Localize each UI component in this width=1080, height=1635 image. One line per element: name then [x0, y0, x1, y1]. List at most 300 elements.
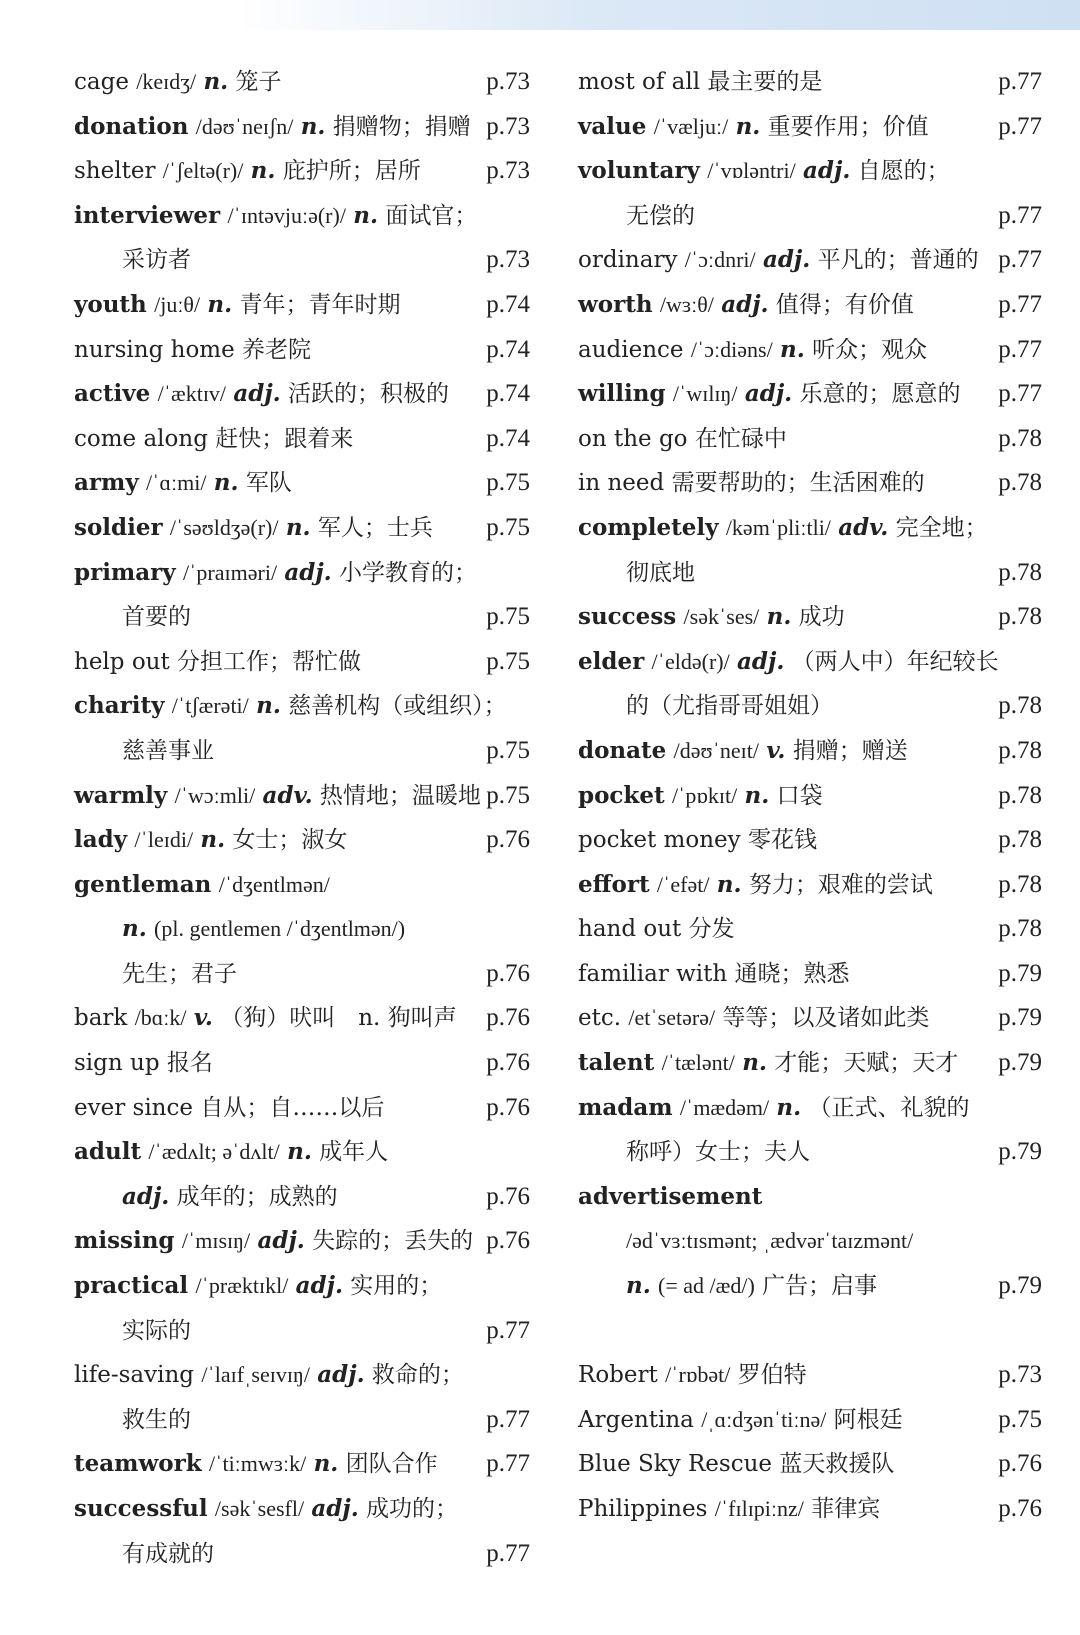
- page-ref: p.79: [998, 1049, 1042, 1077]
- definition: 成年的；成熟的: [176, 1183, 338, 1210]
- vocab-entry: [578, 149, 1042, 194]
- definition: 的（尤指哥哥姐姐）: [626, 693, 833, 720]
- phonetic: /ˈlaɪfˌseɪvɪŋ/: [201, 1362, 310, 1388]
- vocab-entry: [74, 818, 544, 863]
- headword: help out: [74, 648, 170, 675]
- phonetic: /ˈtʃærəti/: [171, 693, 249, 719]
- part-of-speech: n.: [353, 201, 378, 229]
- phonetic: /ˈwɔːmli/: [174, 782, 256, 808]
- headword: etc.: [578, 1005, 622, 1032]
- headword: charity: [74, 692, 165, 720]
- part-of-speech: n.: [213, 469, 239, 497]
- headword: donate: [578, 736, 667, 764]
- headword: voluntary: [578, 157, 700, 185]
- part-of-speech: n.: [716, 870, 742, 898]
- vocab-entry: [74, 1041, 544, 1086]
- page-ref: p.76: [486, 826, 530, 854]
- phonetic: /keɪdʒ/: [136, 69, 197, 94]
- headword: advertisement: [578, 1182, 763, 1210]
- phonetic: /səkˈses/: [683, 604, 760, 630]
- headword: ever since: [74, 1094, 193, 1121]
- part-of-speech: adj.: [762, 246, 811, 274]
- definition: 成功: [798, 604, 845, 631]
- vocab-entry: [578, 60, 1042, 105]
- definition: 军人；士兵: [317, 514, 433, 541]
- page-ref: p.75: [998, 1405, 1042, 1433]
- page-ref: p.74: [486, 424, 530, 452]
- definition: 女士；淑女: [232, 827, 348, 854]
- phonetic: /səkˈsesfl/: [214, 1496, 305, 1521]
- page-ref: p.77: [998, 335, 1042, 363]
- definition: 采访者: [122, 247, 191, 274]
- entry-continuation: [74, 238, 544, 283]
- vocab-entry: [74, 194, 544, 239]
- phonetic: /ˈvæljuː/: [653, 113, 729, 139]
- part-of-speech: adj.: [317, 1361, 365, 1389]
- page-ref: p.75: [486, 781, 530, 809]
- entry-continuation: [578, 194, 1042, 239]
- part-of-speech: adj.: [737, 647, 785, 675]
- definition: 成功的；: [366, 1496, 459, 1522]
- definition: 称呼）女士；夫人: [626, 1139, 810, 1166]
- headword: youth: [74, 290, 147, 318]
- page-ref: p.78: [998, 558, 1042, 586]
- vocab-entry: [578, 863, 1042, 908]
- phonetic: (pl. gentlemen /ˈdʒentlmən/): [154, 916, 406, 942]
- headword: Blue Sky Rescue: [578, 1451, 773, 1478]
- definition: 面试官；: [385, 202, 478, 229]
- vocab-entry: [74, 1086, 544, 1131]
- definition: 广告；启事: [762, 1273, 878, 1300]
- definition: 庇护所；居所: [282, 158, 421, 185]
- page-ref: p.74: [486, 290, 530, 318]
- headword: missing: [74, 1227, 175, 1255]
- headword: effort: [578, 870, 650, 898]
- phonetic: /ˈpraɪməri/: [182, 559, 278, 585]
- phonetic: /wɜːθ/: [659, 291, 714, 317]
- vocab-entry: [578, 328, 1042, 373]
- page-ref: p.77: [998, 380, 1042, 408]
- vocab-entry: [578, 506, 1042, 551]
- vocab-entry: [578, 1442, 1042, 1487]
- phonetic: /ˈtælənt/: [661, 1050, 735, 1076]
- headword: donation: [74, 112, 189, 140]
- part-of-speech: n.: [285, 513, 311, 541]
- definition: 慈善机构（或组织）；: [288, 693, 507, 720]
- headword: worth: [578, 290, 653, 318]
- definition: 彻底地: [626, 559, 695, 586]
- headword: value: [578, 112, 647, 140]
- page-ref: p.75: [486, 736, 530, 764]
- vocab-entry: [578, 774, 1042, 819]
- phonetic: /ˈædʌlt; əˈdʌlt/: [148, 1139, 280, 1165]
- phonetic: /ədˈvɜːtɪsmənt; ˌædvərˈtaɪzmənt/: [626, 1228, 914, 1254]
- headword: life-saving: [74, 1362, 195, 1389]
- page-ref: p.77: [486, 1539, 530, 1567]
- definition: 报名: [166, 1050, 213, 1077]
- definition: 罗伯特: [737, 1362, 807, 1389]
- definition: 军队: [245, 470, 292, 497]
- headword: adult: [74, 1138, 142, 1166]
- vocab-entry: [578, 996, 1042, 1041]
- section-spacer: [578, 1309, 1042, 1354]
- part-of-speech: adj.: [311, 1495, 359, 1522]
- headword: teamwork: [74, 1450, 202, 1478]
- vocab-entry: [578, 729, 1042, 774]
- phonetic: /ˈtiːmwɜːk/: [209, 1451, 307, 1477]
- page-ref: p.74: [486, 335, 530, 363]
- vocab-entry: [578, 283, 1042, 328]
- page-ref: p.79: [998, 959, 1042, 987]
- definition: 实际的: [122, 1317, 191, 1344]
- page-ref: p.75: [486, 513, 530, 541]
- headword: success: [578, 603, 677, 631]
- vocab-entry: [74, 996, 544, 1041]
- headword: audience: [578, 336, 684, 363]
- page-ref: p.75: [486, 647, 530, 675]
- definition: 听众；观众: [812, 336, 928, 363]
- entry-continuation: [74, 1532, 544, 1577]
- vocab-entry: [74, 149, 544, 194]
- vocab-entry: [74, 461, 544, 506]
- page-ref: p.77: [998, 112, 1042, 140]
- vocab-entry: [578, 461, 1042, 506]
- entry-continuation: [74, 1398, 544, 1443]
- definition: 有成就的: [122, 1540, 214, 1567]
- headword: on the go: [578, 425, 688, 452]
- definition: 赶快；跟着来: [215, 425, 354, 452]
- headword: Robert: [578, 1362, 658, 1389]
- definition: 口袋: [776, 782, 823, 809]
- definition: 蓝天救援队: [779, 1451, 895, 1478]
- phonetic: /ˈeldə(r)/: [651, 648, 730, 674]
- definition: 自从；自……以后: [200, 1094, 385, 1121]
- top-color-band: [0, 0, 1080, 30]
- part-of-speech: n.: [742, 1049, 767, 1077]
- headword: cage: [74, 69, 129, 95]
- entry-continuation: [74, 729, 544, 774]
- phonetic: /ˈæktɪv/: [157, 381, 227, 407]
- part-of-speech: n.: [256, 692, 281, 720]
- part-of-speech: v.: [766, 736, 786, 764]
- part-of-speech: adj.: [295, 1272, 343, 1300]
- vocab-entry: [74, 506, 544, 551]
- page-ref: p.76: [998, 1450, 1042, 1478]
- headword: talent: [578, 1049, 655, 1077]
- headword: elder: [578, 647, 645, 675]
- page-ref: p.73: [486, 157, 530, 185]
- definition: 先生；君子: [122, 960, 237, 987]
- vocab-entry: [578, 640, 1042, 685]
- vocab-entry: [578, 818, 1042, 863]
- headword: shelter: [74, 158, 156, 185]
- vocab-entry: [578, 238, 1042, 283]
- definition: （正式、礼貌的: [808, 1094, 970, 1121]
- definition: 菲律宾: [811, 1496, 881, 1522]
- part-of-speech: adj.: [803, 157, 851, 185]
- headword: ordinary: [578, 247, 678, 274]
- phonetic: /ˈmɪsɪŋ/: [181, 1228, 251, 1254]
- headword: Philippines: [578, 1496, 708, 1522]
- vocab-entry: [578, 417, 1042, 462]
- definition: 小学教育的；: [339, 559, 478, 586]
- definition: 乐意的；愿意的: [799, 381, 961, 408]
- phonetic: /ˈdʒentlmən/: [218, 871, 330, 897]
- page-ref: p.76: [998, 1495, 1042, 1522]
- page-ref: p.78: [998, 603, 1042, 631]
- definition: 救命的；: [371, 1362, 464, 1389]
- phonetic: /ˈwɪlɪŋ/: [672, 381, 738, 407]
- page-ref: p.78: [998, 424, 1042, 452]
- page-ref: p.78: [998, 870, 1042, 898]
- vocab-entry: [74, 1264, 544, 1309]
- phonetic: /ˈrɒbət/: [665, 1362, 731, 1388]
- entry-continuation: [578, 684, 1042, 729]
- definition: 重要作用；价值: [767, 113, 929, 140]
- phonetic: /ˈleɪdi/: [134, 827, 194, 853]
- vocab-entry: [578, 1353, 1042, 1398]
- entry-continuation: [74, 907, 544, 952]
- vocab-entry: [578, 1041, 1042, 1086]
- entry-continuation: [74, 595, 544, 640]
- phonetic: /ˈpræktɪkl/: [195, 1273, 289, 1299]
- definition: 养老院: [242, 336, 312, 363]
- part-of-speech: n.: [626, 1272, 651, 1300]
- phonetic: /dəʊˈneɪt/: [673, 737, 760, 763]
- part-of-speech: n.: [780, 335, 805, 363]
- page-ref: p.76: [486, 1227, 530, 1255]
- phonetic: /ˈɔːdiəns/: [690, 336, 773, 362]
- headword: sign up: [74, 1050, 160, 1077]
- definition: 活跃的；积极的: [288, 381, 449, 408]
- page-ref: p.77: [998, 246, 1042, 274]
- vocab-entry: [74, 1219, 544, 1264]
- page-ref: p.79: [998, 1272, 1042, 1300]
- vocab-entry: [74, 1130, 544, 1175]
- definition: （两人中）年纪较长: [791, 648, 999, 675]
- part-of-speech: n.: [776, 1093, 802, 1121]
- phonetic: /ˌɑːdʒənˈtiːnə/: [701, 1406, 827, 1432]
- phonetic: /ˈɔːdnri/: [684, 247, 756, 273]
- definition: 失踪的；丢失的: [312, 1228, 474, 1255]
- part-of-speech: v.: [193, 1004, 213, 1032]
- vocab-entry: [74, 417, 544, 462]
- part-of-speech: n.: [203, 68, 229, 95]
- definition: 分发: [688, 916, 735, 943]
- part-of-speech: adj.: [744, 380, 793, 408]
- headword: hand out: [578, 916, 682, 943]
- vocab-entry: [74, 328, 544, 373]
- page-ref: p.79: [998, 1138, 1042, 1166]
- definition: 捐赠；赠送: [792, 737, 908, 764]
- part-of-speech: adj.: [284, 558, 332, 586]
- entry-continuation: [74, 1309, 544, 1354]
- headword: primary: [74, 558, 176, 586]
- headword: come along: [74, 425, 208, 452]
- headword: active: [74, 380, 151, 408]
- vocab-entry: [74, 684, 544, 729]
- page-ref: p.73: [486, 246, 530, 274]
- page-ref: p.77: [486, 1316, 530, 1344]
- headword: soldier: [74, 513, 163, 541]
- vocab-column-right: [578, 60, 1042, 1532]
- vocab-entry: [74, 372, 544, 417]
- page-ref: p.78: [998, 915, 1042, 943]
- page-ref: p.77: [486, 1405, 530, 1433]
- headword: pocket money: [578, 827, 741, 854]
- definition: 才能；天赋；天才: [774, 1050, 959, 1077]
- vocab-entry: [74, 1353, 544, 1398]
- page-ref: p.76: [486, 959, 530, 987]
- headword: madam: [578, 1093, 673, 1121]
- definition: 通晓；熟悉: [734, 960, 850, 987]
- part-of-speech: adj.: [721, 290, 769, 318]
- definition: 热情地；温暖地: [319, 782, 481, 809]
- part-of-speech: n.: [300, 112, 326, 140]
- part-of-speech: adj.: [257, 1227, 305, 1255]
- part-of-speech: adj.: [122, 1182, 170, 1210]
- vocab-entry: [74, 1442, 544, 1487]
- part-of-speech: n.: [287, 1138, 312, 1166]
- headword: bark: [74, 1005, 128, 1032]
- phonetic: /dəʊˈneɪʃn/: [195, 113, 294, 139]
- definition: 零花钱: [747, 827, 817, 854]
- definition: 救生的: [122, 1406, 191, 1433]
- definition: 最主要的是: [707, 69, 823, 95]
- phonetic: /bɑːk/: [134, 1005, 187, 1031]
- page-ref: p.76: [486, 1049, 530, 1077]
- definition: 平凡的；普通的: [817, 247, 979, 274]
- entry-continuation: [578, 1264, 1042, 1309]
- entry-continuation: [578, 551, 1042, 596]
- headword: nursing home: [74, 336, 235, 363]
- definition: 等等；以及诸如此类: [722, 1005, 930, 1032]
- part-of-speech: n.: [313, 1450, 339, 1478]
- part-of-speech: n.: [207, 290, 233, 318]
- definition: 完全地；: [895, 514, 988, 541]
- phonetic: (= ad /æd/): [658, 1273, 755, 1299]
- part-of-speech: n.: [735, 112, 761, 140]
- page-ref: p.75: [486, 603, 530, 631]
- definition: 无偿的: [626, 202, 695, 229]
- vocab-entry: [74, 60, 544, 105]
- headword: lady: [74, 826, 128, 854]
- headword: gentleman: [74, 870, 212, 898]
- vocab-entry: [578, 1086, 1042, 1131]
- definition: 首要的: [122, 604, 191, 631]
- definition: 笼子: [235, 69, 282, 95]
- phonetic: /ˈʃeltə(r)/: [162, 158, 244, 184]
- page-ref: p.76: [486, 1182, 530, 1210]
- phonetic: /kəmˈpliːtli/: [725, 514, 831, 540]
- headword: interviewer: [74, 201, 221, 229]
- definition: 慈善事业: [122, 737, 214, 764]
- page-ref: p.73: [486, 112, 530, 140]
- headword: completely: [578, 513, 719, 541]
- entry-continuation: [578, 1130, 1042, 1175]
- part-of-speech: adv.: [838, 513, 889, 541]
- page-ref: p.77: [486, 1450, 530, 1478]
- vocab-entry: [578, 1398, 1042, 1443]
- page-ref: p.73: [486, 68, 530, 95]
- definition: 努力；艰难的尝试: [748, 871, 933, 898]
- phonetic: /ˈfɪlɪpiːnz/: [714, 1496, 804, 1521]
- vocab-entry: [578, 1175, 1042, 1220]
- phonetic: /etˈsetərə/: [628, 1005, 716, 1031]
- phonetic: /ˈɑːmi/: [146, 470, 207, 496]
- entry-continuation: [74, 952, 544, 997]
- vocab-entry: [74, 1487, 544, 1532]
- part-of-speech: n.: [200, 826, 226, 854]
- headword: willing: [578, 380, 666, 408]
- definition: 在忙碌中: [694, 425, 787, 452]
- page-ref: p.77: [998, 201, 1042, 229]
- vocab-column-left: [74, 60, 544, 1576]
- definition: 成年人: [319, 1139, 389, 1166]
- vocab-entry: [74, 551, 544, 596]
- definition: 捐赠物；捐赠: [332, 113, 471, 140]
- phonetic: /ˈvɒləntri/: [707, 158, 796, 184]
- headword: warmly: [74, 781, 168, 809]
- definition: 团队合作: [345, 1451, 438, 1478]
- part-of-speech: n.: [122, 915, 147, 943]
- phonetic: /ˈsəʊldʒə(r)/: [169, 514, 279, 540]
- vocab-entry: [578, 105, 1042, 150]
- page-ref: p.76: [486, 1093, 530, 1121]
- page-ref: p.78: [998, 826, 1042, 854]
- phonetic: /ˈefət/: [656, 871, 710, 897]
- vocab-entry: [74, 863, 544, 908]
- page-ref: p.78: [998, 469, 1042, 497]
- page-ref: p.75: [486, 469, 530, 497]
- definition: 值得；有价值: [775, 291, 914, 318]
- vocab-entry: [578, 372, 1042, 417]
- page-ref: p.74: [486, 380, 530, 408]
- page-ref: p.78: [998, 692, 1042, 720]
- vocab-entry: [578, 907, 1042, 952]
- vocab-entry: [74, 774, 544, 819]
- headword: pocket: [578, 781, 665, 809]
- headword: familiar with: [578, 960, 728, 987]
- vocab-entry: [578, 1487, 1042, 1532]
- headword: practical: [74, 1272, 189, 1300]
- page-ref: p.77: [998, 290, 1042, 318]
- page-ref: p.78: [998, 736, 1042, 764]
- page-ref: p.79: [998, 1004, 1042, 1032]
- part-of-speech: adj.: [233, 380, 281, 408]
- phonetic: /ˈɪntəvjuːə(r)/: [227, 202, 346, 228]
- headword: army: [74, 469, 139, 497]
- headword: in need: [578, 470, 665, 497]
- vocab-entry: [74, 105, 544, 150]
- headword: Argentina: [578, 1406, 694, 1433]
- entry-continuation: [74, 1175, 544, 1220]
- definition: 青年；青年时期: [239, 291, 401, 318]
- definition: 实用的；: [350, 1273, 443, 1300]
- phonetic: /ˈpɒkɪt/: [671, 782, 738, 808]
- part-of-speech: adv.: [262, 781, 313, 809]
- part-of-speech: n.: [766, 603, 792, 631]
- headword: most of all: [578, 69, 701, 95]
- page-ref: p.77: [998, 68, 1042, 95]
- definition: 分担工作；帮忙做: [177, 648, 362, 675]
- vocab-entry: [74, 283, 544, 328]
- vocab-entry: [74, 640, 544, 685]
- entry-continuation: [578, 1219, 1042, 1264]
- phonetic: /ˈmædəm/: [679, 1094, 770, 1120]
- definition: （狗）吠叫 n. 狗叫声: [220, 1005, 457, 1032]
- part-of-speech: n.: [744, 781, 770, 809]
